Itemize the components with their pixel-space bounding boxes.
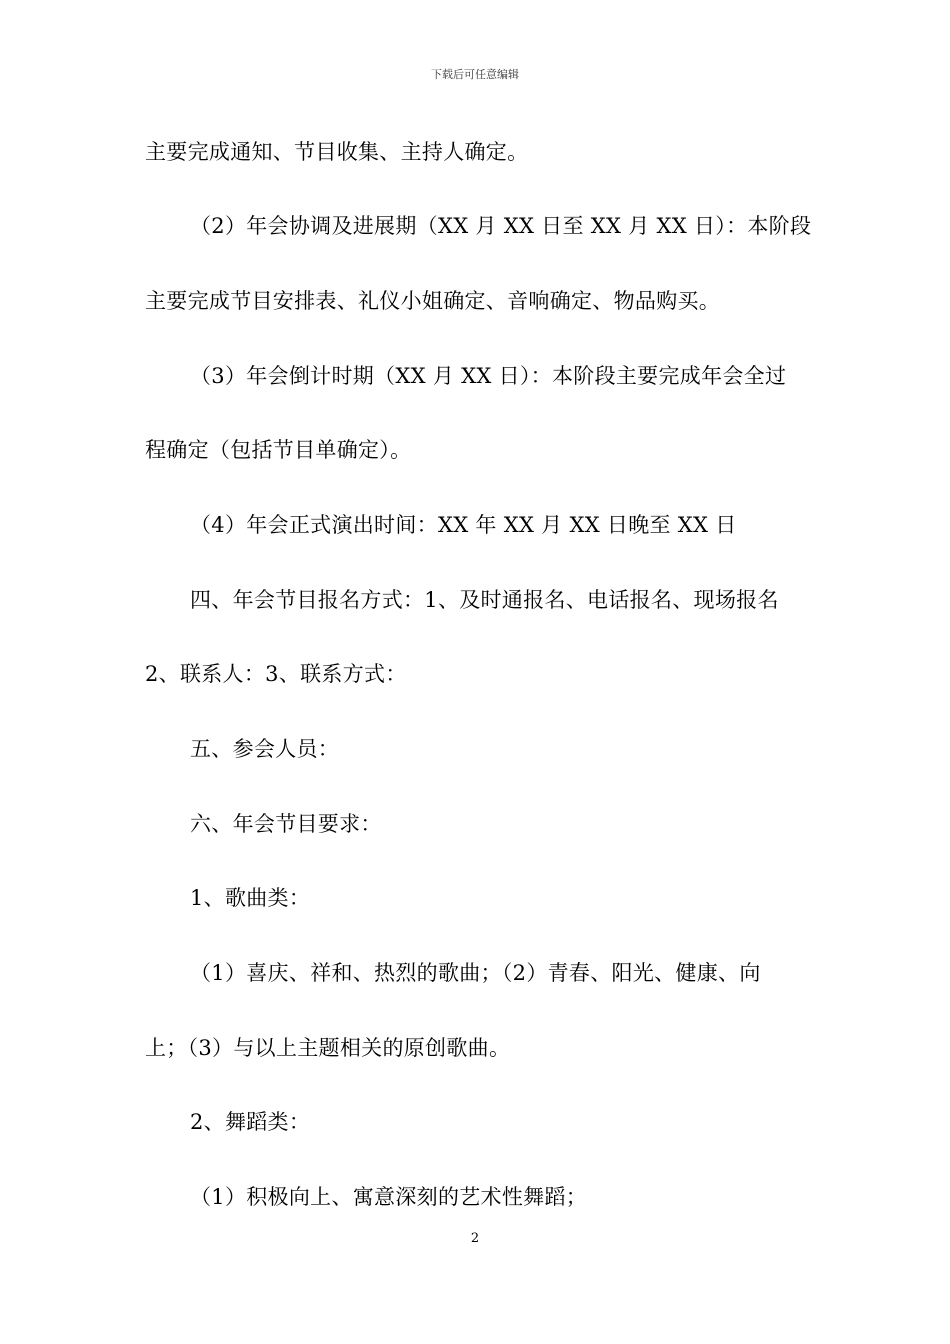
- subsection-heading: 2、舞蹈类：: [190, 1110, 311, 1134]
- section-heading: 五、参会人员：: [190, 737, 340, 761]
- paragraph-line: （1）喜庆、祥和、热烈的歌曲；（2）青春、阳光、健康、向: [190, 961, 761, 985]
- paragraph-line: 四、年会节目报名方式：1、及时通报名、电话报名、现场报名: [190, 588, 779, 612]
- page-number: 2: [470, 1231, 480, 1246]
- section-heading: 六、年会节目要求：: [190, 812, 382, 836]
- subsection-heading: 1、歌曲类：: [190, 886, 311, 910]
- paragraph-line: （3）年会倒计时期（XX 月 XX 日）：本阶段主要完成年会全过: [190, 364, 787, 388]
- paragraph-line: （4）年会正式演出时间：XX 年 XX 月 XX 日晚至 XX 日: [190, 513, 737, 537]
- paragraph-line: 2、联系人：3、联系方式：: [145, 662, 407, 686]
- paragraph-line: （2）年会协调及进展期（XX 月 XX 日至 XX 月 XX 日）：本阶段: [190, 214, 812, 238]
- paragraph-line: 上；（3）与以上主题相关的原创歌曲。: [145, 1036, 511, 1060]
- paragraph-line: 程确定（包括节目单确定）。: [145, 438, 412, 462]
- header-note: 下载后可任意编辑: [431, 68, 519, 81]
- paragraph-line: 主要完成通知、节目收集、主持人确定。: [145, 140, 529, 164]
- paragraph-line: （1）积极向上、寓意深刻的艺术性舞蹈；: [190, 1185, 588, 1209]
- paragraph-line: 主要完成节目安排表、礼仪小姐确定、音响确定、物品购买。: [145, 289, 721, 313]
